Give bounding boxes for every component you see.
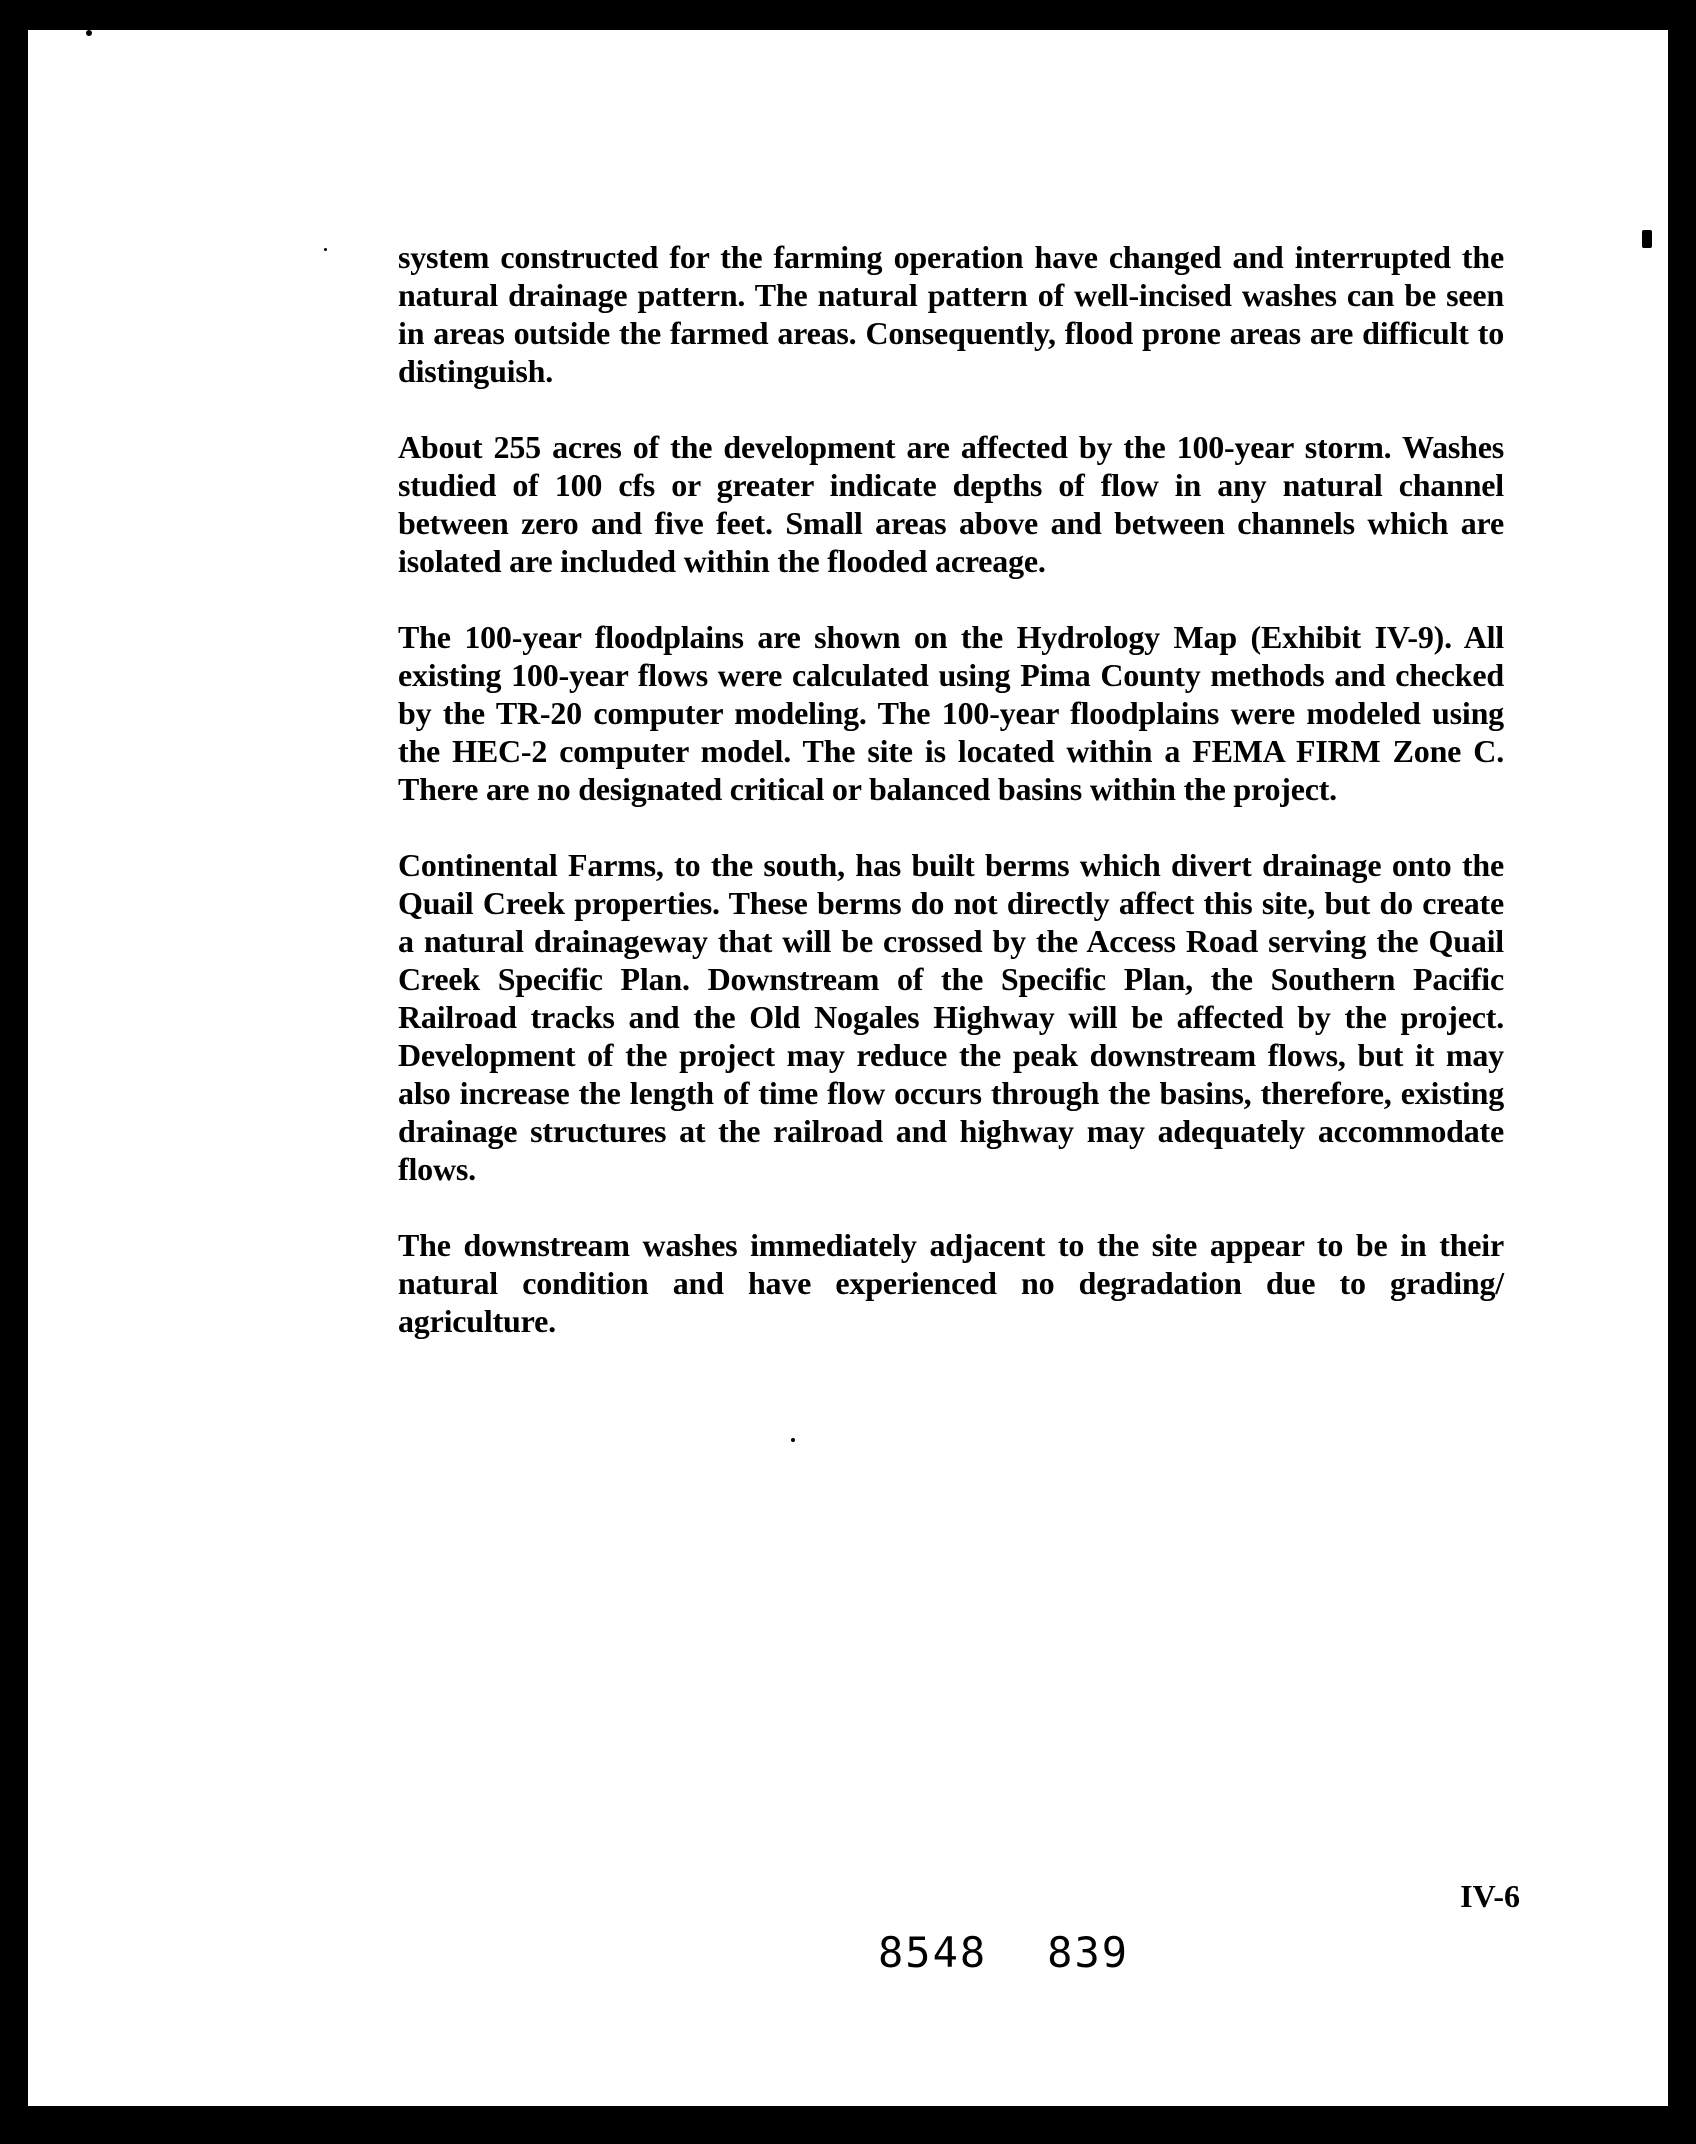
paragraph-continental-farms: Continental Farms, to the south, has built berms which divert drainage onto the Quail Creek properties. These berms do not directly affect this site, but do create a natural drainageway that will be crossed by the Access Road serving the Quail Creek Specific Plan. Downstream of the Specific Plan, the Southern Pacific Railroad tracks and the Old Nogales Highway will be affected by the project. Development of the project may reduce the peak downstream flows, but it may also increase the length of time flow occurs through the basins, therefore, existing drainage structures at the railroad and highway may adequately accommodate flows. <box>398 847 1504 1187</box>
scan-speck <box>791 1438 795 1442</box>
scan-speck <box>324 248 327 251</box>
bates-number-part1: 8548 <box>878 1928 988 1977</box>
bates-number-part2: 839 <box>1047 1928 1130 1977</box>
document-body <box>398 238 1504 1340</box>
paragraph-drainage-pattern: system constructed for the farming operation have changed and interrupted the natural drainage pattern. The natural pattern of well-incised washes can be seen in areas outside the farmed areas. Consequently, flood prone areas are difficult to distinguish. <box>398 239 1504 389</box>
paragraph-acreage-affected: About 255 acres of the development are affected by the 100-year storm. Washes studied of 100 cfs or greater indicate depths of flow in any natural channel between zero and five feet. Small areas above and between channels which are isolated are included within the flooded acreage. <box>398 429 1504 579</box>
paragraph-downstream-washes: The downstream washes immediately adjacent to the site appear to be in their natural condition and have experienced no degradation due to grading/ agriculture. <box>398 1227 1504 1339</box>
scan-speck <box>1642 230 1652 248</box>
page-number: IV-6 <box>1460 1878 1520 1914</box>
bates-number <box>878 1928 1129 1977</box>
paragraph-floodplains: The 100-year floodplains are shown on the Hydrology Map (Exhibit IV-9). All existing 100-year flows were calculated using Pima County methods and checked by the TR-20 computer modeling. The 100-year floodplains were modeled using the HEC-2 computer model. The site is located within a FEMA FIRM Zone C. There are no designated critical or balanced basins within the project. <box>398 619 1504 807</box>
document-page <box>28 30 1668 2106</box>
scan-speck <box>86 30 92 36</box>
